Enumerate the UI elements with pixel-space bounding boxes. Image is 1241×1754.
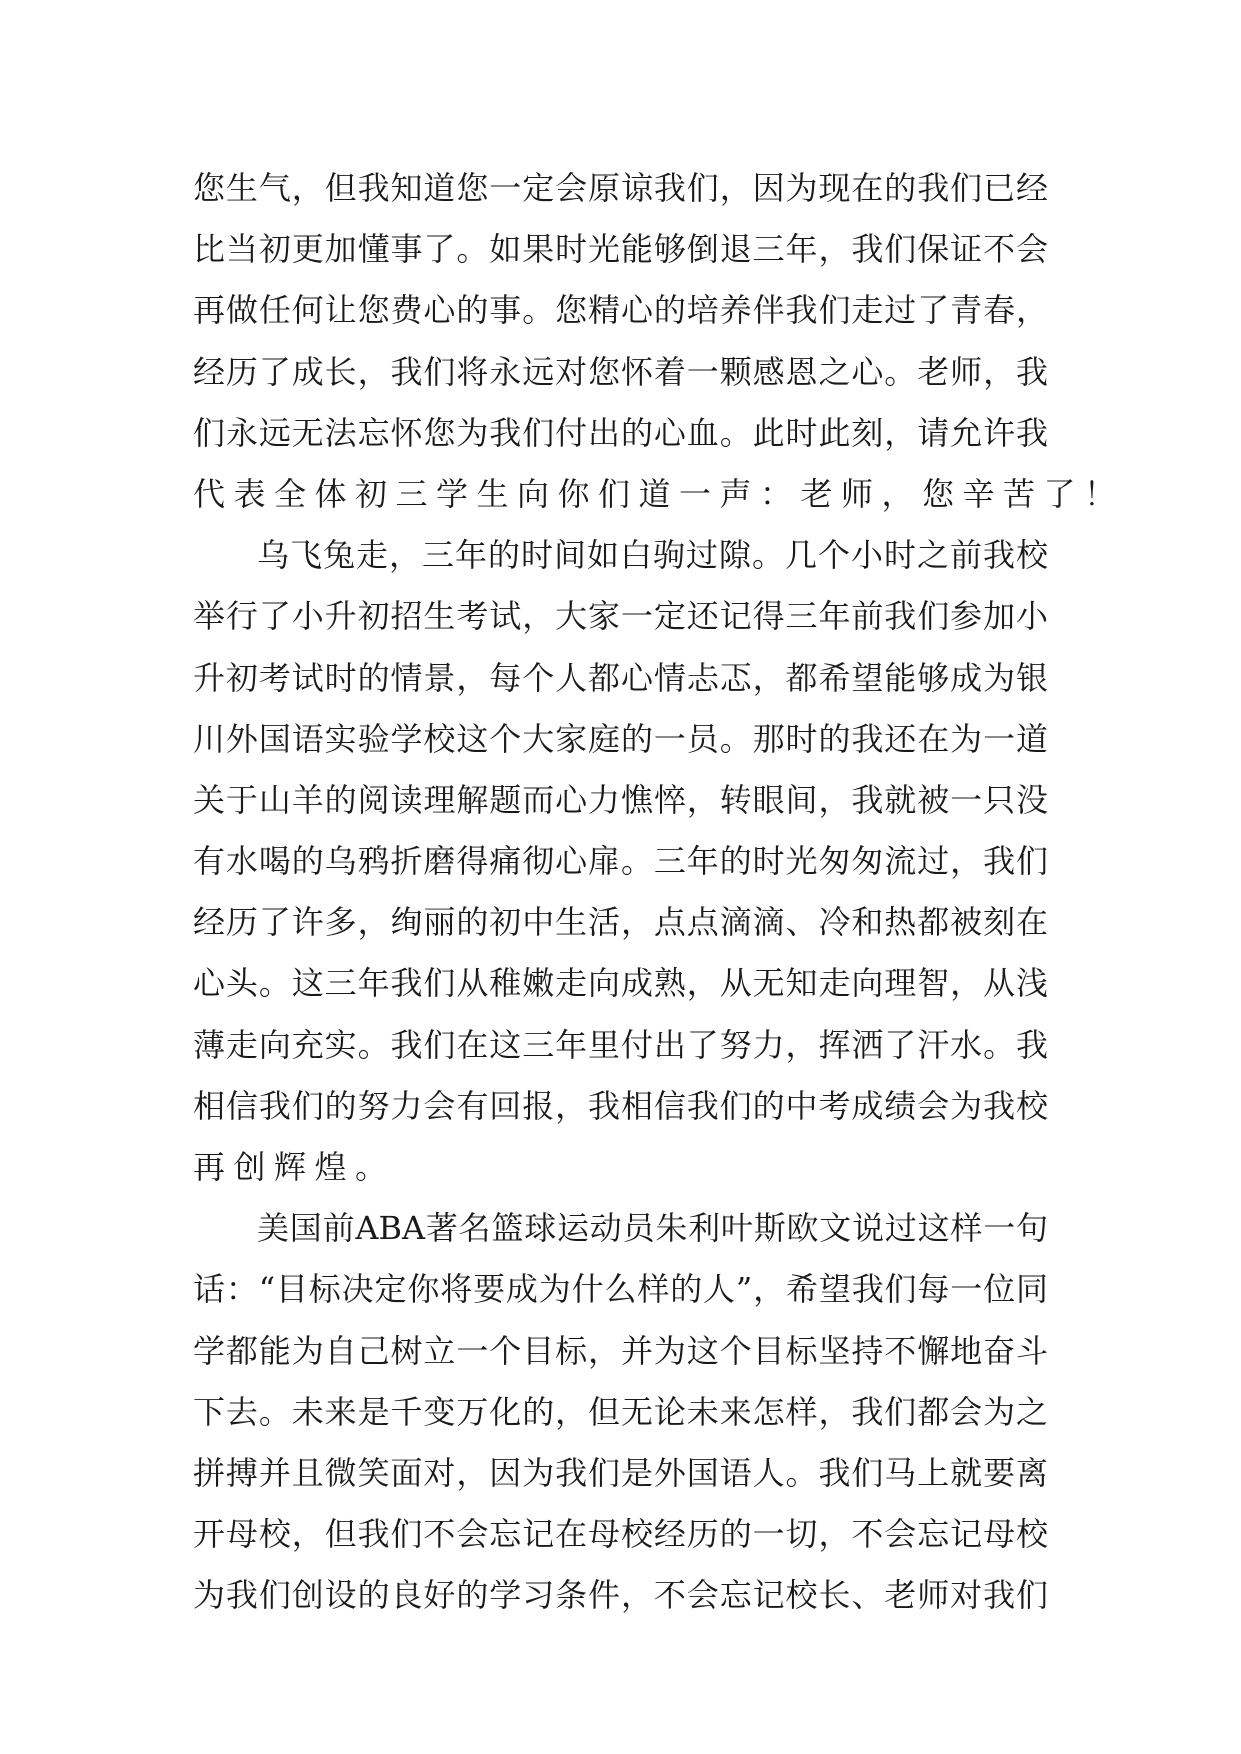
paragraph-line: 您生气，但我知道您一定会原谅我们，因为现在的我们已经 [193, 169, 1048, 207]
paragraph-line: 有水喝的乌鸦折磨得痛彻心扉。三年的时光匆匆流过，我们 [193, 842, 1048, 881]
paragraph-3 [193, 1198, 1048, 1626]
paragraph-line: 下去。未来是千变万化的，但无论未来怎样，我们都会为之 [193, 1392, 1048, 1431]
paragraph-line: 话：“目标决定你将要成为什么样的人”，希望我们每一位同 [193, 1270, 1048, 1309]
paragraph-line: 代表全体初三学生向你们道一声：老师，您辛苦了！ [193, 474, 1125, 513]
paragraph-line: 关于山羊的阅读理解题而心力憔悴，转眼间，我就被一只没 [193, 780, 1048, 819]
paragraph-line: 升初考试时的情景，每个人都心情忐忑，都希望能够成为银 [193, 658, 1048, 697]
paragraph-line: 相信我们的努力会有回报，我相信我们的中考成绩会为我校 [193, 1086, 1048, 1125]
paragraph-line: 比当初更加懂事了。如果时光能够倒退三年，我们保证不会 [193, 230, 1048, 269]
paragraph-line: 美国前ABA著名篮球运动员朱利叶斯欧文说过这样一句 [257, 1209, 1048, 1248]
paragraph-line: 拼搏并且微笑面对，因为我们是外国语人。我们马上就要离 [193, 1453, 1048, 1492]
paragraph-line: 为我们创设的良好的学习条件，不会忘记校长、老师对我们 [193, 1576, 1048, 1615]
paragraph-line: 川外国语实验学校这个大家庭的一员。那时的我还在为一道 [193, 719, 1048, 758]
paragraph-line: 经历了许多，绚丽的初中生活，点点滴滴、冷和热都被刻在 [193, 903, 1048, 942]
paragraph-1 [193, 158, 1125, 525]
paragraph-line: 再做任何让您费心的事。您精心的培养伴我们走过了青春， [193, 291, 1048, 330]
paragraph-line: 薄走向充实。我们在这三年里付出了努力，挥洒了汗水。我 [193, 1025, 1048, 1064]
paragraph-line: 经历了成长，我们将永远对您怀着一颗感恩之心。老师，我 [193, 352, 1048, 391]
paragraph-line: 开母校，但我们不会忘记在母校经历的一切，不会忘记母校 [193, 1515, 1048, 1554]
paragraph-line: 学都能为自己树立一个目标，并为这个目标坚持不懈地奋斗 [193, 1331, 1048, 1370]
paragraph-2 [193, 525, 1048, 1198]
paragraph-line: 再创辉煌。 [193, 1148, 396, 1186]
paragraph-line: 们永远无法忘怀您为我们付出的心血。此时此刻，请允许我 [193, 413, 1048, 452]
paragraph-line: 乌飞兔走，三年的时间如白驹过隙。几个小时之前我校 [257, 536, 1048, 575]
paragraph-line: 举行了小升初招生考试，大家一定还记得三年前我们参加小 [193, 597, 1048, 636]
document-body [193, 158, 1125, 1627]
paragraph-line: 心头。这三年我们从稚嫩走向成熟，从无知走向理智，从浅 [193, 964, 1048, 1003]
